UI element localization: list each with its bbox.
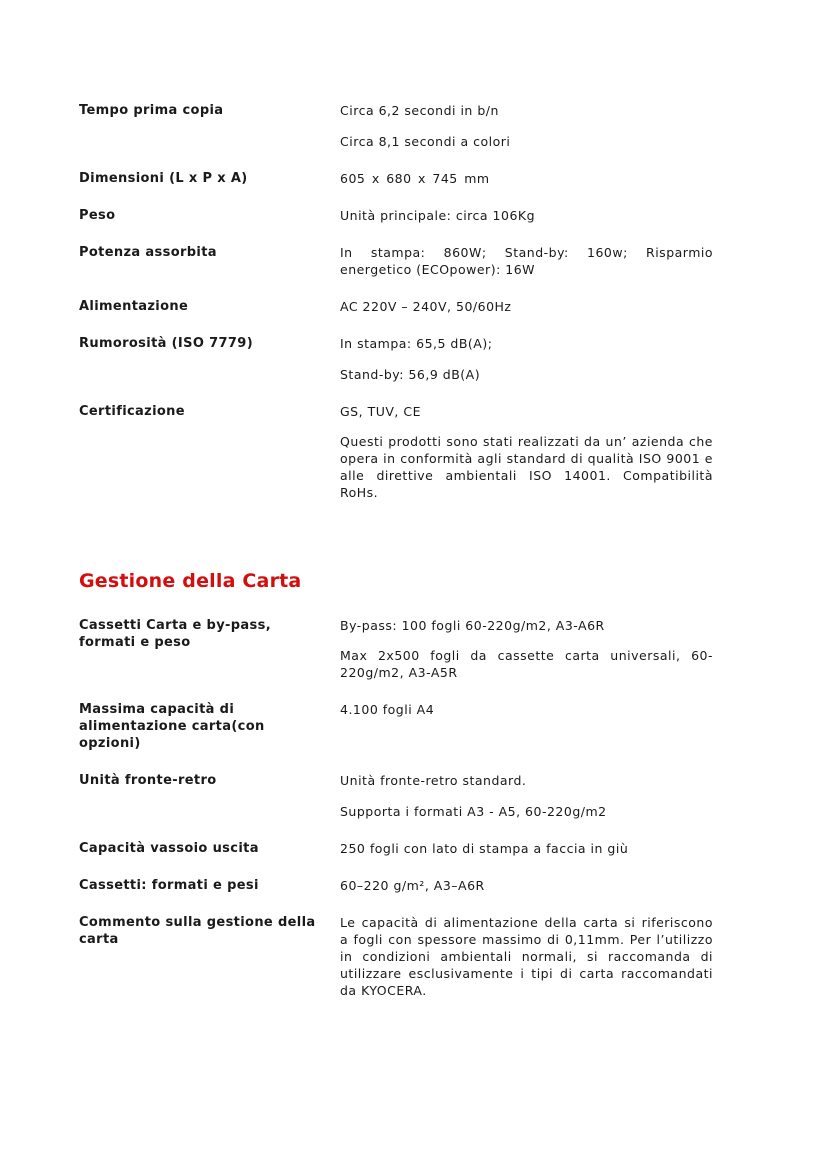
spec-label: Certificazione bbox=[79, 404, 185, 419]
spec-label: Rumorosità (ISO 7779) bbox=[79, 336, 253, 351]
spec-value: Stand-by: 56,9 dB(A) bbox=[340, 367, 481, 382]
spec-value: Questi prodotti sono stati realizzati da un’ azienda che opera in conformità agli standard di qualità ISO 9001 e alle direttive ambientali ISO 14001. Compatibilità RoHs. bbox=[340, 434, 713, 500]
spec-value: Le capacità di alimentazione della carta si riferiscono a fogli con spessore massimo di 0,11mm. Per l’utilizzo in condizioni ambientali normali, si raccomanda di utilizzare esclusivamente i tipi di carta raccomandati da KYOCERA. bbox=[340, 915, 713, 998]
spec-label: Potenza assorbita bbox=[79, 245, 217, 260]
spec-label: Cassetti: formati e pesi bbox=[79, 878, 259, 893]
spec-value: Max 2x500 fogli da cassette carta universali, 60-220g/m2, A3-A5R bbox=[340, 648, 713, 680]
spec-label: Massima capacità di alimentazione carta(con opzioni) bbox=[79, 702, 265, 751]
spec-value: AC 220V – 240V, 50/60Hz bbox=[340, 299, 512, 314]
spec-label: Dimensioni (L x P x A) bbox=[79, 171, 248, 186]
spec-value: 250 fogli con lato di stampa a faccia in giù bbox=[340, 841, 629, 856]
section-title: Gestione della Carta bbox=[79, 570, 302, 592]
spec-value: Supporta i formati A3 - A5, 60-220g/m2 bbox=[340, 804, 607, 819]
spec-label: Tempo prima copia bbox=[79, 103, 224, 118]
spec-value: Circa 6,2 secondi in b/n bbox=[340, 103, 499, 118]
spec-label: Alimentazione bbox=[79, 299, 189, 314]
spec-label: Commento sulla gestione della carta bbox=[79, 915, 316, 947]
spec-label: Capacità vassoio uscita bbox=[79, 841, 259, 856]
spec-value: GS, TUV, CE bbox=[340, 404, 421, 419]
spec-value: 605 x 680 x 745 mm bbox=[340, 171, 490, 186]
spec-value: In stampa: 65,5 dB(A); bbox=[340, 336, 493, 351]
spec-value: In stampa: 860W; Stand-by: 160w; Risparmio energetico (ECOpower): 16W bbox=[340, 245, 713, 277]
spec-value: Unità principale: circa 106Kg bbox=[340, 208, 536, 223]
spec-value: Unità fronte-retro standard. bbox=[340, 773, 527, 788]
spec-label: Cassetti Carta e by-pass, formati e peso bbox=[79, 618, 272, 650]
spec-value: Circa 8,1 secondi a colori bbox=[340, 134, 511, 149]
spec-label: Peso bbox=[79, 208, 116, 223]
spec-value: 4.100 fogli A4 bbox=[340, 702, 435, 717]
spec-label: Unità fronte-retro bbox=[79, 773, 217, 788]
spec-value: By-pass: 100 fogli 60-220g/m2, A3-A6R bbox=[340, 618, 605, 633]
spec-value: 60–220 g/m², A3–A6R bbox=[340, 878, 485, 893]
